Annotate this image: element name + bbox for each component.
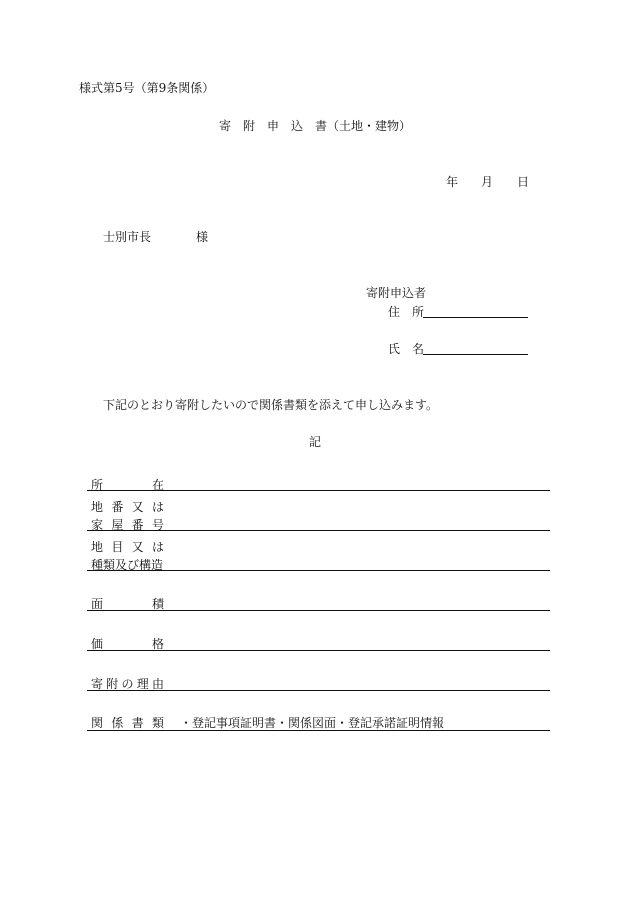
addressee-honorific: 様 [196, 230, 209, 244]
form-number: 様式第5号（第9条関係） [79, 81, 215, 95]
label-char: 係 [111, 716, 124, 730]
label-char: は [151, 540, 164, 554]
label-char: 書 [131, 716, 144, 730]
label-char: 価 [91, 637, 104, 651]
label-char: 由 [151, 677, 164, 691]
label-char: 格 [151, 637, 164, 651]
documents-value: ・登記事項証明書・関係図面・登記承諾証明情報 [180, 716, 445, 730]
label-char: 附 [106, 677, 119, 691]
land-category-line[interactable] [87, 570, 550, 571]
label-char: 積 [151, 597, 164, 611]
applicant-heading: 寄附申込者 [366, 286, 427, 300]
label-char: 番 [111, 500, 124, 514]
label-char: 関 [91, 716, 104, 730]
label-char: 地 [91, 500, 104, 514]
label-char: 面 [91, 597, 104, 611]
applicant-address-line[interactable] [423, 317, 528, 318]
label-char: 号 [151, 518, 164, 532]
documents-label [91, 717, 164, 729]
area-line[interactable] [87, 610, 550, 611]
label-char: の [121, 677, 134, 691]
label-char: 理 [136, 677, 149, 691]
land-category-label-line1 [91, 541, 164, 553]
addressee-name: 士別市長 [103, 230, 152, 244]
label-char: 又 [131, 540, 144, 554]
applicant-name-label: 氏 名 [388, 342, 425, 356]
label-char: 類 [151, 716, 164, 730]
label-char: 家 [91, 518, 104, 532]
applicant-name-line[interactable] [423, 354, 528, 355]
date-year-label: 年 [446, 175, 459, 189]
area-label [91, 598, 164, 610]
label-char: 番 [131, 518, 144, 532]
reason-label [91, 678, 164, 690]
location-line[interactable] [87, 490, 550, 491]
reason-line[interactable] [87, 690, 550, 691]
label-char: 寄 [91, 677, 104, 691]
label-char: 目 [111, 540, 124, 554]
label-char: 屋 [111, 518, 124, 532]
date-day-label: 日 [517, 175, 530, 189]
statement-text: 下記のとおり寄附したいので関係書類を添えて申し込みます。 [103, 398, 439, 412]
label-char: 在 [151, 478, 164, 492]
price-line[interactable] [87, 650, 550, 651]
price-label [91, 638, 164, 650]
label-char: は [151, 500, 164, 514]
label-char: 所 [91, 478, 104, 492]
date-month-label: 月 [481, 175, 494, 189]
applicant-address-label: 住 所 [388, 305, 425, 319]
land-category-label-line2: 種類及び構造 [91, 558, 164, 572]
documents-line[interactable] [87, 730, 550, 731]
ki-heading: 記 [308, 435, 321, 449]
document-title: 寄 附 申 込 書（土地・建物） [218, 119, 411, 133]
label-char: 地 [91, 540, 104, 554]
label-char: 又 [131, 500, 144, 514]
lot-number-label-line1 [91, 501, 164, 513]
lot-number-line[interactable] [87, 530, 550, 531]
